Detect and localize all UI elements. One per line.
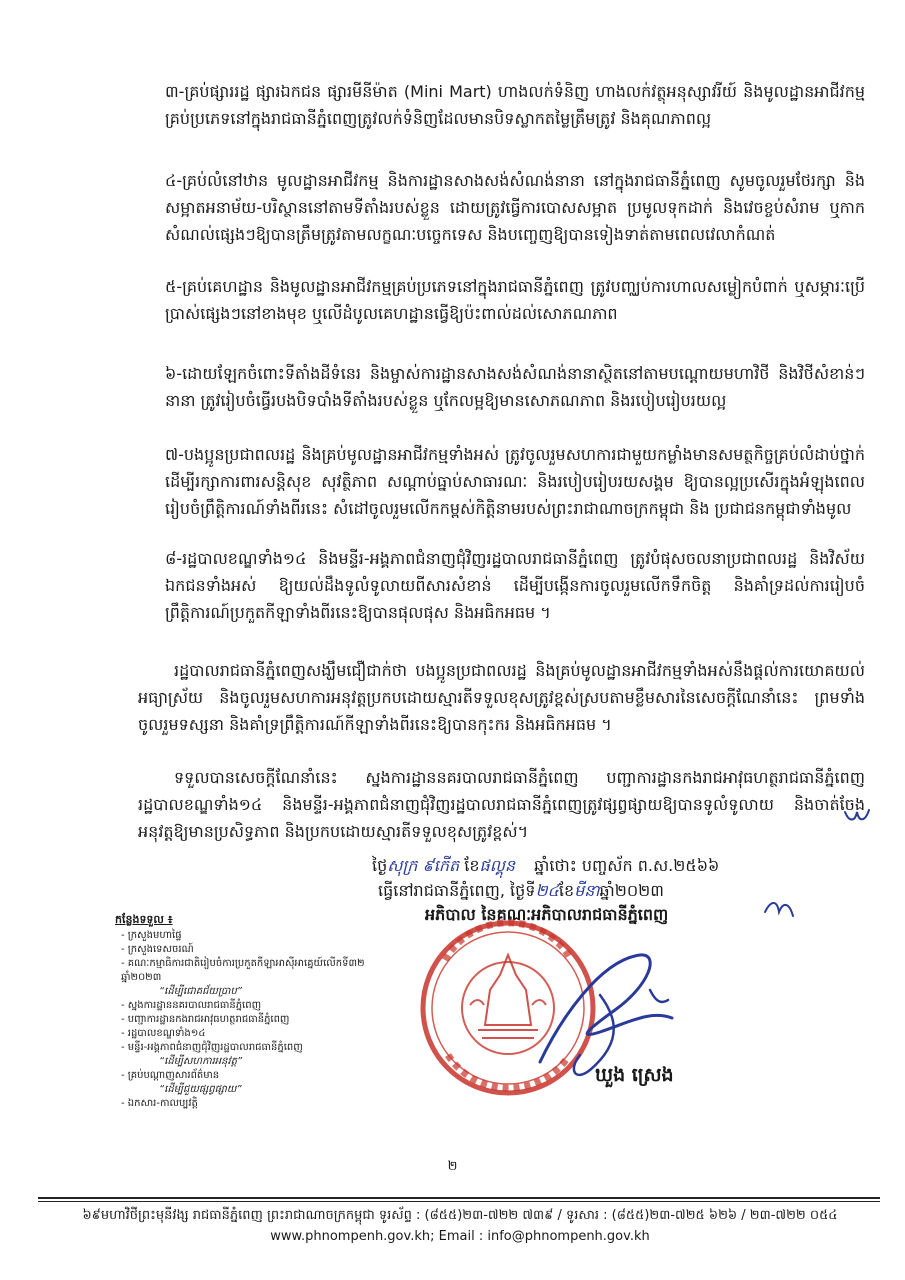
month2-prefix: ខែ <box>558 881 575 900</box>
recipient-item: - គណៈកម្មាធិការជាតិរៀបចំការប្រកួតកីឡាអាស៊ីអាគ្នេយ៍លើកទី៣២ ឆ្នាំ២០២៣ <box>121 958 365 983</box>
item-7: ៧-បងប្អូនប្រជាពលរដ្ឋ និងគ្រប់មូលដ្ឋានអាជីវកម្មទាំងអស់ ត្រូវចូលរួមសហការជាមួយកម្លាំងមានសមត្ថកិច្ចគ្រប់លំដាប់ថ្នាក់ ដើម្បីរក្សាការពារសន្តិសុខ សុវត្ថិភាព សណ្ដាប់ធ្នាប់សាធារណៈ និងរបៀបរៀបរយសង្គម ឱ្យបានល្អប្រសើរក្នុងអំឡុងពេលរៀបចំព្រឹត្តិការណ៍ទាំងពីរនេះ សំដៅចូលរួមលើកកម្ពស់កិត្តិនាមរបស់ព្រះរាជាណាចក្រកម្ពុជា និង ប្រជាជនកម្ពុជាទាំងមូល <box>165 445 865 518</box>
official-seal-icon <box>423 923 593 1093</box>
email-label: ; Email : <box>430 1229 488 1244</box>
lunar-day-handwritten: សុក្រ ៩កើត <box>387 856 460 875</box>
recipient-note: “ដើម្បីជោគជ័យប្រាប” <box>159 986 242 997</box>
closing-paragraph-1: រដ្ឋបាលរាជធានីភ្នំពេញសង្ឃឹមជឿជាក់ថា បងប្អូនប្រជាពលរដ្ឋ និងគ្រប់មូលដ្ឋានអាជីវកម្មទាំងអស់នឹងផ្តល់ការយោគយល់អធ្យាស្រ័យ និងចូលរួមសហការអនុវត្តប្រកបដោយស្មារតីទទួលខុសត្រូវខ្ពស់ស្របតាមខ្លឹមសារនៃសេចក្តីណែនាំនេះ ព្រមទាំងចូលរួមទស្សនា និងគាំទ្រព្រឹត្តិការណ៍កីឡាទាំងពីរនេះឱ្យបានកុះករ និងអធិកអធម ។ <box>138 661 865 734</box>
footer-divider-thin <box>38 1201 880 1202</box>
footer-address: ៦៩មហាវិថីព្រះមុនីវង្ស រាជធានីភ្នំពេញ ព្រះរាជាណាចក្រកម្ពុជា ទូរស័ព្ទ : (៨៥៥)២៣-៧២២ ៧៣៩ / ទូរសារ : (៨៥៥)២៣-៧២៥ ៦២៦ / ២៣-៧២២ ០៥៤ <box>82 1208 838 1223</box>
signature-icon <box>540 955 672 1075</box>
recipients-heading: កន្លែងទទួល ៖ <box>115 913 173 926</box>
recipient-item: - ក្រសួងមហាផ្ទៃ <box>121 930 182 941</box>
recipient-item: - មន្ទីរ-អង្គភាពជំនាញជុំវិញរដ្ឋបាលរាជធានីភ្នំពេញ <box>121 1042 303 1053</box>
recipient-item: - រដ្ឋបាលខណ្ឌទាំង១៤ <box>121 1028 206 1039</box>
footer-contact <box>40 1229 880 1244</box>
recipient-item: - ស្នងការដ្ឋាននគរបាលរាជធានីភ្នំពេញ <box>121 1000 262 1011</box>
item-6: ៦-ដោយឡែកចំពោះទីតាំងដីទំនេរ និងម្ចាស់ការដ្ឋានសាងសង់សំណង់នានាស្ថិតនៅតាមបណ្ដោយមហាវិថី និងវិថីសំខាន់ៗនានា ត្រូវរៀបចំធ្វើរបងបិទបាំងទីតាំងរបស់ខ្លួន ឬកែលម្អឱ្យមានសោភណភាព និងរបៀបរៀបរយល្អ <box>165 364 865 410</box>
recipient-note: “ដើម្បីសហការអនុវត្ត” <box>159 1056 243 1067</box>
year2: ឆ្នាំ២០២៣ <box>599 881 664 900</box>
recipient-item: - ក្រសួងទេសចរណ៍ <box>121 944 194 955</box>
item-3: ៣-គ្រប់ផ្សាររដ្ឋ ផ្សារឯកជន ផ្សារមីនីម៉ាត (Mini Mart) ហាងលក់ទំនិញ ហាងលក់វត្ថុអនុស្សាវរីយ៍ និងមូលដ្ឋានអាជីវកម្មគ្រប់ប្រភេទនៅក្នុងរាជធានីភ្នំពេញត្រូវលក់ទំនិញដែលមានបិទស្លាកតម្លៃត្រឹមត្រូវ និងគុណភាពល្អ <box>165 82 865 128</box>
recipient-note: “ដើម្បីជួយផ្សព្វផ្សាយ” <box>159 1084 242 1095</box>
item-8: ៨-រដ្ឋបាលខណ្ឌទាំង១៤ និងមន្ទីរ-អង្គភាពជំនាញជុំវិញរដ្ឋបាលរាជធានីភ្នំពេញ ត្រូវបំផុសចលនាប្រជាពលរដ្ឋ និងវិស័យឯកជនទាំងអស់ ឱ្យយល់ដឹងទូលំទូលាយពីសារសំខាន់ ដើម្បីបង្កើនការចូលរួមលើកទឹកចិត្ត និងគាំទ្រដល់ការរៀបចំព្រឹត្តិការណ៍ប្រកួតកីឡាទាំងពីរនេះឱ្យបានផុលផុស និងអធិកអធម ។ <box>165 549 865 622</box>
day-handwritten: ២៤ <box>535 881 559 900</box>
footer-divider <box>38 1197 880 1199</box>
lunar-year: ឆ្នាំថោះ បញ្ចស័ក ព.ស.២៥៦៦ <box>534 856 720 875</box>
signer-name: ឃួង ស្រេង <box>595 1064 674 1086</box>
closing-paragraph-2: ទទួលបានសេចក្តីណែនាំនេះ ស្នងការដ្ឋាននគរបាលរាជធានីភ្នំពេញ បញ្ជាការដ្ឋានកងរាជអាវុធហត្ថរាជធានីភ្នំពេញ រដ្ឋបាលខណ្ឌទាំង១៤ និងមន្ទីរ-អង្គភាពជំនាញជុំវិញរដ្ឋបាលរាជធានីភ្នំពេញត្រូវផ្សព្វផ្សាយឱ្យបានទូលំទូលាយ និងចាត់ចែងអនុវត្តឱ្យមានប្រសិទ្ធភាព និងប្រកបដោយស្មារតីទទួលខុសត្រូវខ្ពស់។ <box>138 768 865 841</box>
page-number: ២ <box>447 1159 458 1174</box>
item-4: ៤-គ្រប់លំនៅឋាន មូលដ្ឋានអាជីវកម្ម និងការដ្ឋានសាងសង់សំណង់នានា នៅក្នុងរាជធានីភ្នំពេញ សូមចូលរួមថែរក្សា និងសម្អាតអនាម័យ-បរិស្ថាននៅតាមទីតាំងរបស់ខ្លួន ដោយត្រូវធ្វើការបោសសម្អាត ប្រមូលទុកដាក់ និងវេចខ្ចប់សំរាម ឬកាកសំណល់ផ្សេងៗឱ្យបានត្រឹមត្រូវតាមលក្ខណៈបច្ចេកទេស និងបញ្ចេញឱ្យបានទៀងទាត់តាមពេលវេលាកំណត់ <box>165 171 865 244</box>
month2-handwritten: មីនា <box>574 881 600 900</box>
initials-mark-icon <box>765 810 869 916</box>
signatory-title: អភិបាល នៃគណៈអភិបាលរាជធានីភ្នំពេញ <box>425 905 669 924</box>
recipient-item: - បញ្ជាការដ្ឋានកងរាជអាវុធហត្ថរាជធានីភ្នំពេញ <box>121 1014 290 1025</box>
item-5: ៥-គ្រប់គេហដ្ឋាន និងមូលដ្ឋានអាជីវកម្មគ្រប់ប្រភេទនៅក្នុងរាជធានីភ្នំពេញ ត្រូវបញ្ឈប់ការហាលសម្លៀកបំពាក់ ឬសម្ភារៈប្រើប្រាស់ផ្សេងៗនៅខាងមុខ ឬលើដំបូលគេហដ្ឋានធ្វើឱ្យប៉ះពាល់ដល់សោភណភាព <box>165 277 865 323</box>
month-handwritten: ផល្គុន <box>479 856 516 875</box>
website-link[interactable]: www.phnompenh.gov.kh <box>270 1229 431 1244</box>
recipient-item: - ឯកសារ-កាលប្បវត្តិ <box>121 1098 198 1109</box>
place-prefix: ធ្វើនៅរាជធានីភ្នំពេញ, ថ្ងៃទី <box>378 881 536 900</box>
email-link[interactable]: info@phnompenh.gov.kh <box>487 1229 650 1244</box>
recipient-item: - គ្រប់បណ្តាញសារព័ត៌មាន <box>121 1070 220 1081</box>
month-prefix: ខែ <box>464 856 480 875</box>
lunar-prefix: ថ្ងៃ <box>372 856 388 875</box>
